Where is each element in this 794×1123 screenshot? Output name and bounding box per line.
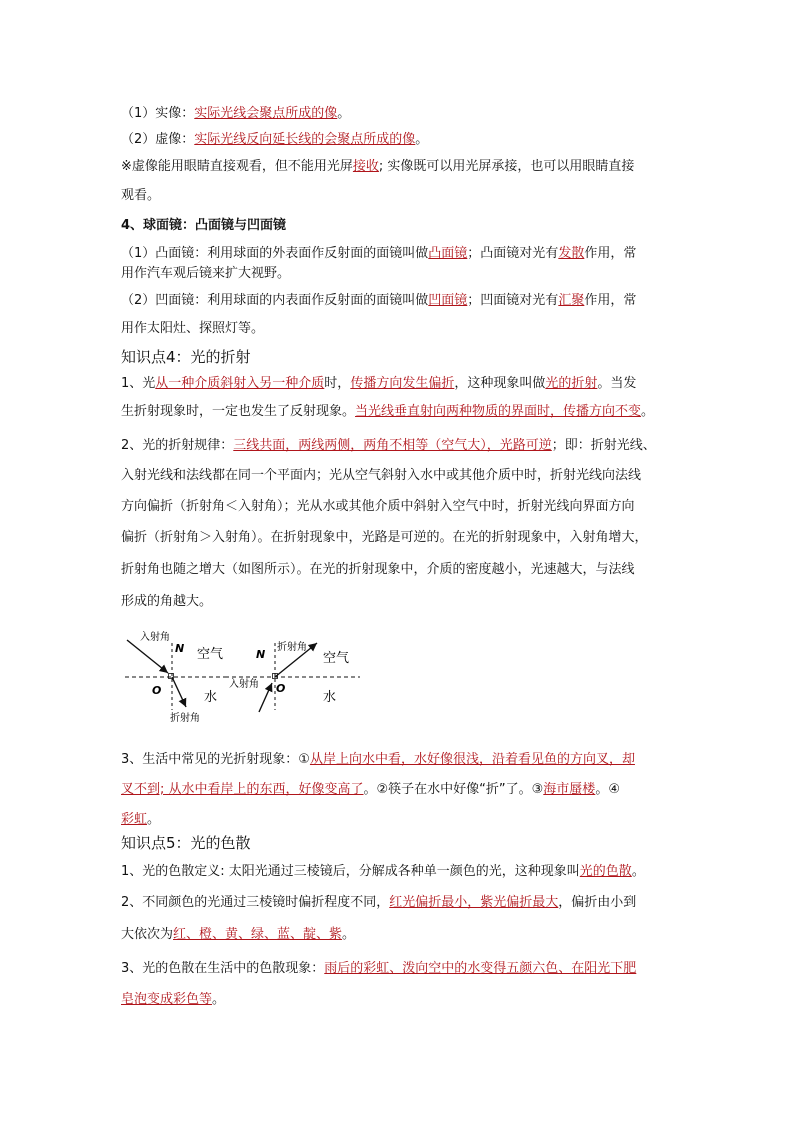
text-span: ; 实像既可以用光屏承接，也可以用眼睛直接 — [378, 159, 635, 174]
right-air-label: 空气 — [323, 651, 350, 666]
text-span: 方向偏折（折射角＜入射角）；光从水或其他介质中斜射入空气中时，折射光线向界面方向 — [121, 499, 635, 514]
text-span: 用作汽车观后镜来扩大视野。 — [121, 266, 291, 281]
text-span: 1、光 — [121, 376, 156, 391]
text-line — [121, 780, 681, 800]
text-line — [121, 560, 681, 580]
text-span: 形成的角越大。 — [121, 594, 213, 609]
highlighted-answer: 传播方向发生偏折 — [350, 376, 455, 391]
text-line — [121, 436, 681, 456]
text-span: ，偏折由小到 — [558, 895, 637, 910]
highlighted-answer: 雨后的彩虹、泼向空中的水变得五颜六色、在阳光下肥 — [324, 961, 637, 976]
text-span: 。当发 — [597, 376, 637, 391]
text-line — [121, 750, 681, 770]
text-span: 1、光的色散定义: 太阳光通过三棱镜后，分解成各种单一颜色的光，这种现象叫 — [121, 864, 580, 879]
text-span: ，这种现象叫做 — [454, 376, 546, 391]
text-line — [121, 264, 681, 284]
text-line — [121, 104, 681, 124]
section-heading: 知识点4：光的折射 — [121, 348, 251, 366]
right-incident-label: 入射角 — [229, 679, 259, 690]
text-span: 。 — [212, 992, 226, 1007]
left-water-label: 水 — [204, 690, 218, 705]
text-line — [121, 497, 681, 517]
text-span: 。 — [337, 106, 351, 121]
text-span: 用作太阳灶、探照灯等。 — [121, 321, 265, 336]
text-line — [121, 990, 681, 1010]
highlighted-answer: 凸面镜 — [428, 246, 468, 261]
text-span: 。 — [147, 812, 161, 827]
text-span: 时， — [324, 376, 351, 391]
text-line — [121, 466, 681, 486]
left-refracted-ray — [172, 677, 186, 707]
text-line — [121, 810, 681, 830]
highlighted-answer: 彩虹 — [121, 812, 148, 827]
highlighted-answer: 从岸上向水中看，水好像很浅，沿着看见鱼的方向叉，却 — [309, 752, 635, 767]
text-line — [121, 244, 681, 264]
right-water-label: 水 — [323, 690, 337, 705]
left-incident-label: 入射角 — [140, 632, 170, 643]
highlighted-answer: 光的色散 — [579, 864, 632, 879]
right-refracted-label: 折射角 — [277, 642, 307, 653]
text-line — [121, 374, 681, 394]
highlighted-answer: 从一种介质斜射入另一种介质 — [155, 376, 325, 391]
highlighted-answer: 皂泡变成彩色等 — [121, 992, 213, 1007]
highlighted-answer: 当光线垂直射向两种物质的界面时，传播方向不变 — [355, 404, 642, 419]
text-span: 。 — [641, 404, 655, 419]
section-heading: 知识点5：光的色散 — [121, 834, 251, 852]
text-line — [121, 402, 681, 422]
highlighted-answer: 红、橙、黄、绿、蓝、靛、紫 — [173, 927, 343, 942]
text-span: 大依次为 — [121, 927, 174, 942]
text-span: ；即：折射光线、 — [551, 438, 656, 453]
text-span: 。 — [342, 927, 356, 942]
text-span: 3、生活中常见的光折射现象：① — [121, 752, 310, 767]
text-line — [121, 216, 681, 236]
text-line — [121, 319, 681, 339]
text-span: （1）凸面镜：利用球面的外表面作反射面的面镜叫做 — [121, 246, 429, 261]
right-incident-ray — [259, 683, 272, 712]
text-span: 。④ — [595, 782, 620, 797]
text-span: 3、光的色散在生活中的色散现象： — [121, 961, 325, 976]
text-span: 作用，常 — [584, 246, 637, 261]
text-line — [121, 925, 681, 945]
highlighted-answer: 红光偏折最小，紫光偏折最大 — [389, 895, 559, 910]
highlighted-answer: 光的折射 — [545, 376, 598, 391]
text-span: 4、球面镜：凸面镜与凹面镜 — [121, 218, 287, 233]
highlighted-answer: 实际光线会聚点所成的像 — [194, 106, 338, 121]
highlighted-answer: 叉不到; 从水中看岸上的东西，好像变高了 — [121, 782, 364, 797]
right-normal-label: N — [256, 648, 266, 661]
right-origin-label: O — [276, 682, 286, 695]
left-origin-label: O — [152, 684, 162, 697]
text-line — [121, 959, 681, 979]
highlighted-answer: 实际光线反向延长线的会聚点所成的像 — [194, 132, 416, 147]
text-line — [121, 157, 681, 177]
highlighted-answer: 发散 — [558, 246, 585, 261]
text-span: 观看。 — [121, 188, 161, 203]
highlighted-answer: 凹面镜 — [428, 293, 468, 308]
highlighted-answer: 接收 — [352, 159, 379, 174]
text-span: 偏折（折射角＞入射角）。在折射现象中，光路是可逆的。在光的折射现象中，入射角增大， — [121, 530, 648, 545]
left-refracted-label: 折射角 — [170, 713, 200, 724]
text-span: 作用，常 — [584, 293, 637, 308]
left-incident-ray — [127, 640, 168, 673]
text-span: （2）虚像： — [121, 132, 195, 147]
highlighted-answer: 汇聚 — [558, 293, 585, 308]
refraction-diagram — [115, 628, 365, 728]
highlighted-answer: 海市蜃楼 — [543, 782, 596, 797]
text-span: 2、不同颜色的光通过三棱镜时偏折程度不同， — [121, 895, 390, 910]
text-span: （2）凹面镜：利用球面的内表面作反射面的面镜叫做 — [121, 293, 429, 308]
text-line — [121, 862, 681, 882]
text-span: ；凹面镜对光有 — [467, 293, 559, 308]
text-line — [121, 291, 681, 311]
text-line — [121, 528, 681, 548]
left-air-label: 空气 — [197, 647, 224, 662]
left-normal-label: N — [175, 642, 185, 655]
text-line — [121, 130, 681, 150]
text-span: ※虚像能用眼睛直接观看，但不能用光屏 — [121, 159, 353, 174]
text-line — [121, 186, 681, 206]
text-span: （1）实像： — [121, 106, 195, 121]
text-span: 。②筷子在水中好像“折”了。③ — [363, 782, 544, 797]
text-span: 。 — [415, 132, 429, 147]
text-span: 。 — [631, 864, 645, 879]
text-line — [121, 592, 681, 612]
text-span: 生折射现象时，一定也发生了反射现象。 — [121, 404, 356, 419]
text-span: 2、光的折射规律： — [121, 438, 234, 453]
text-span: 入射光线和法线都在同一个平面内；光从空气斜射入水中或其他介质中时，折射光线向法线 — [121, 468, 642, 483]
highlighted-answer: 三线共面，两线两侧，两角不相等（空气大），光路可逆 — [233, 438, 552, 453]
text-line — [121, 893, 681, 913]
text-span: 折射角也随之增大（如图所示）。在光的折射现象中，介质的密度越小，光速越大，与法线 — [121, 562, 635, 577]
text-span: ；凸面镜对光有 — [467, 246, 559, 261]
